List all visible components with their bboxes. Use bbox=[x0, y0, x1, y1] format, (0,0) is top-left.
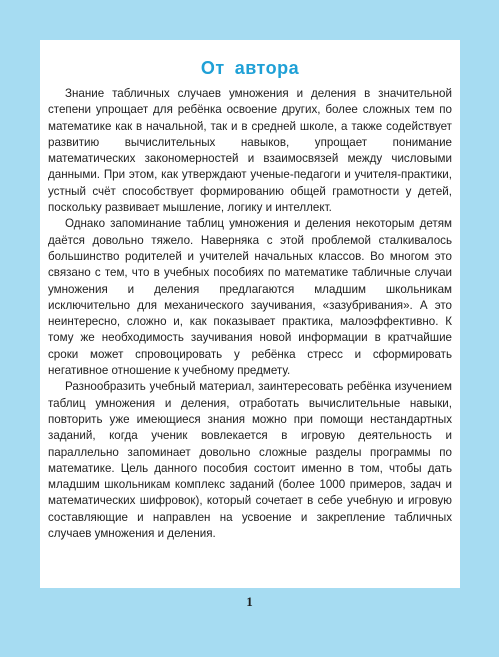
heading-word-1: От bbox=[200, 58, 225, 78]
page-card bbox=[40, 40, 460, 588]
page-heading bbox=[48, 57, 452, 79]
paragraph-3: Разнообразить учебный материал, заинтересовать ребёнка изучением таблиц умножения и деления, отработать вычислительные навыки, повторить уже имеющиеся знания можно при помощи нестандартных заданий, когда ученик вовлекается в игровую деятельность и параллельно запоминает довольно сложные разделы программы по математике. Цель данного пособия состоит именно в том, чтобы дать младшим школьникам комплекс заданий (более 1000 примеров, задач и математических шифровок), который сочетает в себе учебную и игровую составляющие и направлен на усвоение и закрепление табличных случаев умножения и деления. bbox=[48, 380, 452, 541]
body-text bbox=[48, 86, 452, 542]
page-number: 1 bbox=[246, 594, 253, 609]
paragraph-1: Знание табличных случаев умножения и деления в значительной степени упрощает для ребёнка освоение других, более сложных тем по математике как в начальной, так и в средней школе, а также содействует развитию вычислительных навыков, упрощает понимание математических закономерностей и взаимосвязей между числовыми данными. При этом, как утверждают ученые-педагоги и учителя-практики, устный счёт способствует формированию общей грамотности у детей, поскольку развивает мышление, логику и интеллект. bbox=[48, 87, 452, 215]
paragraph-2: Однако запоминание таблиц умножения и деления некоторым детям даётся довольно тяжело. Наверняка с этой проблемой сталкивалось большинство родителей и учителей начальных классов. Во многом это связано с тем, что в учебных пособиях по математике табличные случаи умножения и деления предлагаются младшим школьникам исключительно для механического заучивания, «зазубривания». А это неинтересно, сложно и, как показывает практика, малоэффективно. К тому же необходимость заучивания новой информации в кратчайшие сроки может спровоцировать у ребёнка стресс и сформировать негативное отношение к учебному предмету. bbox=[48, 217, 452, 378]
heading-word-2: автора bbox=[234, 58, 300, 78]
